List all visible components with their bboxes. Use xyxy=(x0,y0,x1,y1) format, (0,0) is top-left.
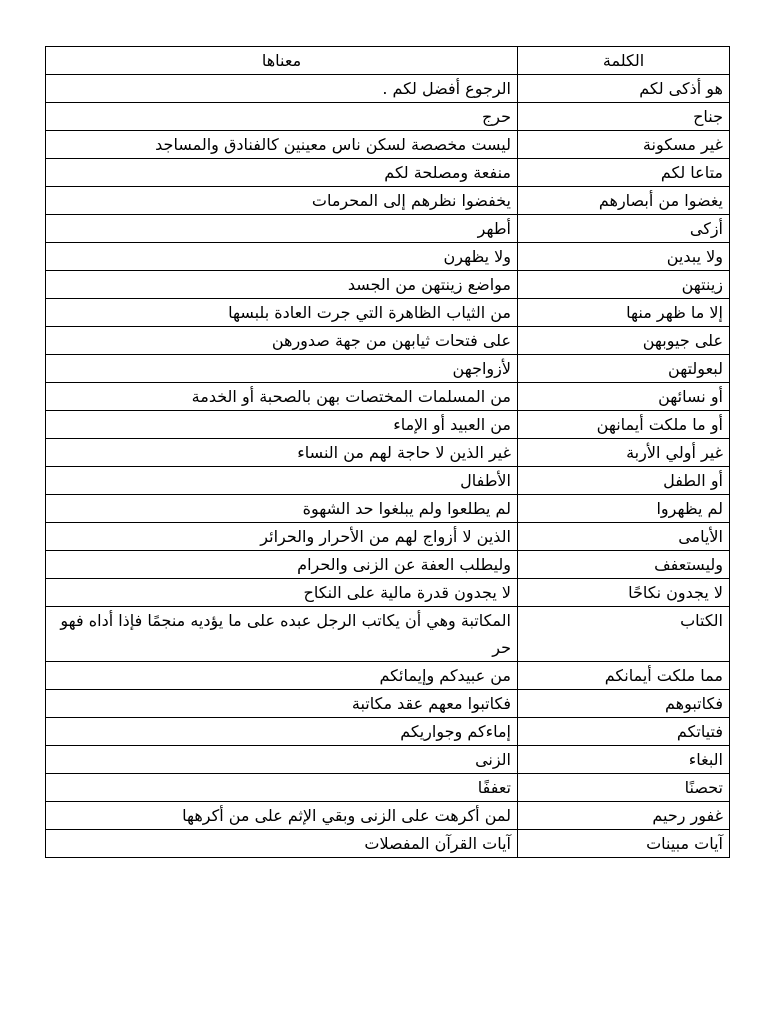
meaning-cell: مواضع زينتهن من الجسد xyxy=(46,271,518,299)
word-cell: هو أذكى لكم xyxy=(518,75,730,103)
word-cell: فتياتكم xyxy=(518,718,730,746)
table-row xyxy=(46,103,730,131)
meaning-cell: وليطلب العفة عن الزنى والحرام xyxy=(46,551,518,579)
word-cell: البغاء xyxy=(518,746,730,774)
meaning-cell: يخفضوا نظرهم إلى المحرمات xyxy=(46,187,518,215)
meaning-cell: منفعة ومصلحة لكم xyxy=(46,159,518,187)
meaning-cell: لمن أكرهت على الزنى وبقي الإثم على من أكرهها xyxy=(46,802,518,830)
table-row xyxy=(46,690,730,718)
vocabulary-table xyxy=(45,46,730,858)
word-cell: أزكى xyxy=(518,215,730,243)
word-cell: غير أولي الأربة xyxy=(518,439,730,467)
table-row xyxy=(46,607,730,662)
meaning-cell: الذين لا أزواج لهم من الأحرار والحرائر xyxy=(46,523,518,551)
table-row xyxy=(46,523,730,551)
word-cell: أو نسائهن xyxy=(518,383,730,411)
meaning-cell: حرج xyxy=(46,103,518,131)
word-cell: فكاتبوهم xyxy=(518,690,730,718)
word-cell: لا يجدون نكاحًا xyxy=(518,579,730,607)
meaning-cell: لأزواجهن xyxy=(46,355,518,383)
word-cell: على جيوبهن xyxy=(518,327,730,355)
word-cell: أو الطفل xyxy=(518,467,730,495)
meaning-cell: من المسلمات المختصات بهن بالصحبة أو الخدمة xyxy=(46,383,518,411)
table-row xyxy=(46,746,730,774)
word-cell: وليستعفف xyxy=(518,551,730,579)
table-row xyxy=(46,774,730,802)
column-header-meaning: معناها xyxy=(46,47,518,75)
meaning-cell: أطهر xyxy=(46,215,518,243)
meaning-cell: ليست مخصصة لسكن ناس معينين كالفنادق والمساجد xyxy=(46,131,518,159)
meaning-cell: المكاتبة وهي أن يكاتب الرجل عبده على ما يؤديه منجمًا فإذا أداه فهو حر xyxy=(46,607,518,662)
table-row xyxy=(46,299,730,327)
word-cell: متاعا لكم xyxy=(518,159,730,187)
meaning-cell: إماءكم وجواريكم xyxy=(46,718,518,746)
word-cell: تحصنًا xyxy=(518,774,730,802)
word-cell: ولا يبدين xyxy=(518,243,730,271)
meaning-cell: على فتحات ثيابهن من جهة صدورهن xyxy=(46,327,518,355)
word-cell: الكتاب xyxy=(518,607,730,662)
table-row xyxy=(46,830,730,858)
table-row xyxy=(46,271,730,299)
table-row xyxy=(46,662,730,690)
meaning-cell: لا يجدون قدرة مالية على النكاح xyxy=(46,579,518,607)
word-cell: أو ما ملكت أيمانهن xyxy=(518,411,730,439)
table-row xyxy=(46,802,730,830)
table-row xyxy=(46,131,730,159)
meaning-cell: غير الذين لا حاجة لهم من النساء xyxy=(46,439,518,467)
word-cell: لم يظهروا xyxy=(518,495,730,523)
meaning-cell: آيات القرآن المفصلات xyxy=(46,830,518,858)
table-row xyxy=(46,75,730,103)
meaning-cell: من عبيدكم وإيمائكم xyxy=(46,662,518,690)
table-row xyxy=(46,159,730,187)
word-cell: الأيامى xyxy=(518,523,730,551)
vocabulary-sheet xyxy=(45,46,729,858)
table-row xyxy=(46,579,730,607)
table-row xyxy=(46,495,730,523)
word-cell: جناح xyxy=(518,103,730,131)
word-cell: لبعولتهن xyxy=(518,355,730,383)
meaning-cell: من الثياب الظاهرة التي جرت العادة بلبسها xyxy=(46,299,518,327)
table-row xyxy=(46,411,730,439)
meaning-cell: تعففًا xyxy=(46,774,518,802)
word-cell: غفور رحيم xyxy=(518,802,730,830)
word-cell: زينتهن xyxy=(518,271,730,299)
meaning-cell: من العبيد أو الإماء xyxy=(46,411,518,439)
word-cell: يغضوا من أبصارهم xyxy=(518,187,730,215)
meaning-cell: ولا يظهرن xyxy=(46,243,518,271)
meaning-cell: فكاتبوا معهم عقد مكاتبة xyxy=(46,690,518,718)
table-row xyxy=(46,215,730,243)
table-row xyxy=(46,243,730,271)
table-header-row xyxy=(46,47,730,75)
table-row xyxy=(46,467,730,495)
meaning-cell: الرجوع أفضل لكم . xyxy=(46,75,518,103)
table-body xyxy=(46,75,730,858)
table-row xyxy=(46,718,730,746)
table-row xyxy=(46,383,730,411)
table-row xyxy=(46,551,730,579)
word-cell: آيات مبينات xyxy=(518,830,730,858)
meaning-cell: لم يطلعوا ولم يبلغوا حد الشهوة xyxy=(46,495,518,523)
table-row xyxy=(46,187,730,215)
word-cell: إلا ما ظهر منها xyxy=(518,299,730,327)
word-cell: غير مسكونة xyxy=(518,131,730,159)
table-row xyxy=(46,355,730,383)
table-row xyxy=(46,439,730,467)
meaning-cell: الأطفال xyxy=(46,467,518,495)
column-header-word: الكلمة xyxy=(518,47,730,75)
table-row xyxy=(46,327,730,355)
meaning-cell: الزنى xyxy=(46,746,518,774)
word-cell: مما ملكت أيمانكم xyxy=(518,662,730,690)
